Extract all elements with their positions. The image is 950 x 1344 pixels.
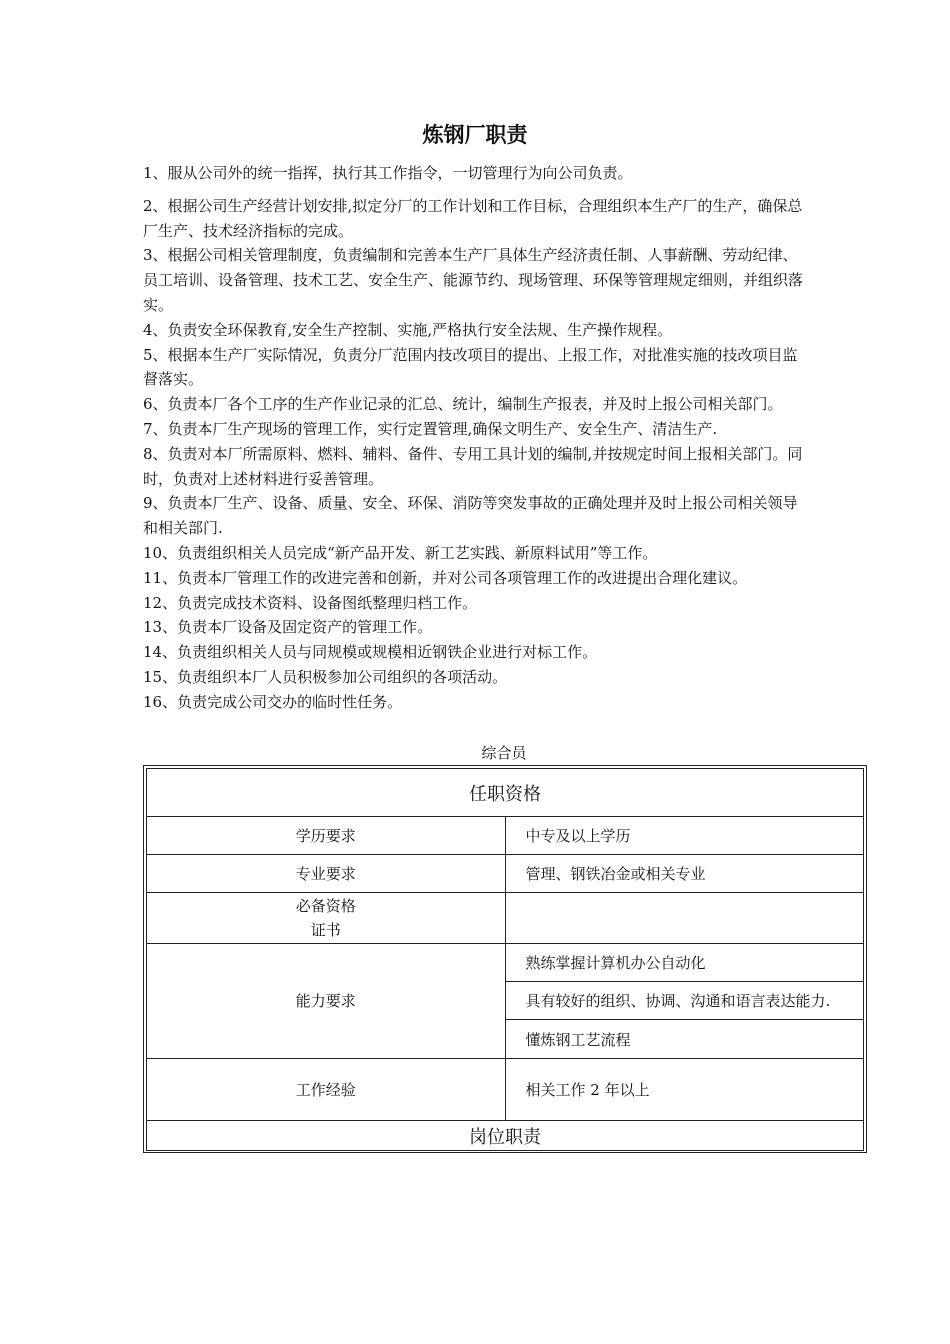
education-value: 中专及以上学历 bbox=[505, 817, 864, 855]
duty-item-4: 4、负责安全环保教育,安全生产控制、实施,严格执行安全法规、生产操作规程。 bbox=[143, 320, 673, 339]
ability-item-2: 具有较好的组织、协调、沟通和语言表达能力. bbox=[505, 982, 864, 1020]
experience-label: 工作经验 bbox=[147, 1059, 506, 1121]
qualification-table bbox=[143, 765, 867, 1153]
certificate-label-line2: 证书 bbox=[310, 921, 341, 939]
duty-item-7: 7、负责本厂生产现场的管理工作，实行定置管理,确保文明生产、安全生产、清洁生产. bbox=[143, 419, 718, 438]
duty-item-8: 8、负责对本厂所需原料、燃料、辅料、备件、专用工具计划的编制,并按规定时间上报相关部门。同时，负责对上述材料进行妥善管理。 bbox=[143, 444, 803, 488]
duty-item-6: 6、负责本厂各个工序的生产作业记录的汇总、统计，编制生产报表，并及时上报公司相关部门。 bbox=[143, 395, 783, 414]
experience-value: 相关工作 2 年以上 bbox=[505, 1059, 864, 1121]
certificate-value bbox=[505, 893, 864, 944]
page-title: 炼钢厂职责 bbox=[422, 123, 528, 147]
ability-label: 能力要求 bbox=[147, 944, 506, 1059]
duty-item-3: 3、根据公司相关管理制度，负责编制和完善本生产厂具体生产经济责任制、人事薪酬、劳动纪律、员工培训、设备管理、技术工艺、安全生产、能源节约、现场管理、环保等管理规定细则，并组织落实。 bbox=[143, 246, 804, 314]
ability-item-1: 熟练掌握计算机办公自动化 bbox=[505, 944, 864, 982]
duty-item-2: 2、根据公司生产经营计划安排,拟定分厂的工作计划和工作目标，合理组织本生产厂的生产，确保总厂生产、技术经济指标的完成。 bbox=[143, 196, 803, 240]
duty-item-14: 14、负责组织相关人员与同规模或规模相近钢铁企业进行对标工作。 bbox=[143, 643, 598, 662]
duty-item-1: 1、服从公司外的统一指挥，执行其工作指令，一切管理行为向公司负责。 bbox=[143, 164, 633, 182]
job-duties-header: 岗位职责 bbox=[147, 1121, 864, 1151]
duty-item-9: 9、负责本厂生产、设备、质量、安全、环保、消防等突发事故的正确处理并及时上报公司相关领导和相关部门. bbox=[143, 494, 798, 538]
duty-item-16: 16、负责完成公司交办的临时性任务。 bbox=[143, 692, 403, 711]
certificate-label bbox=[147, 893, 506, 944]
certificate-label-line1: 必备资格 bbox=[295, 897, 356, 915]
duty-item-11: 11、负责本厂管理工作的改进完善和创新，并对公司各项管理工作的改进提出合理化建议。 bbox=[143, 568, 748, 587]
duty-item-5: 5、根据本生产厂实际情况，负责分厂范围内技改项目的提出、上报工作，对批准实施的技改项目监督落实。 bbox=[143, 345, 798, 389]
duty-list bbox=[143, 161, 811, 715]
duty-item-12: 12、负责完成技术资料、设备图纸整理归档工作。 bbox=[143, 593, 478, 612]
qualification-header: 任职资格 bbox=[147, 769, 864, 817]
duty-item-15: 15、负责组织本厂人员积极参加公司组织的各项活动。 bbox=[143, 667, 508, 686]
ability-item-3: 懂炼钢工艺流程 bbox=[505, 1020, 864, 1059]
education-label: 学历要求 bbox=[147, 817, 506, 855]
duty-item-13: 13、负责本厂设备及固定资产的管理工作。 bbox=[143, 618, 433, 637]
qualification-grid bbox=[146, 768, 864, 1151]
duty-item-10: 10、负责组织相关人员完成“新产品开发、新工艺实践、新原料试用”等工作。 bbox=[143, 543, 658, 562]
major-label: 专业要求 bbox=[147, 855, 506, 893]
major-value: 管理、钢铁冶金或相关专业 bbox=[505, 855, 864, 893]
role-caption: 综合员 bbox=[481, 744, 527, 762]
